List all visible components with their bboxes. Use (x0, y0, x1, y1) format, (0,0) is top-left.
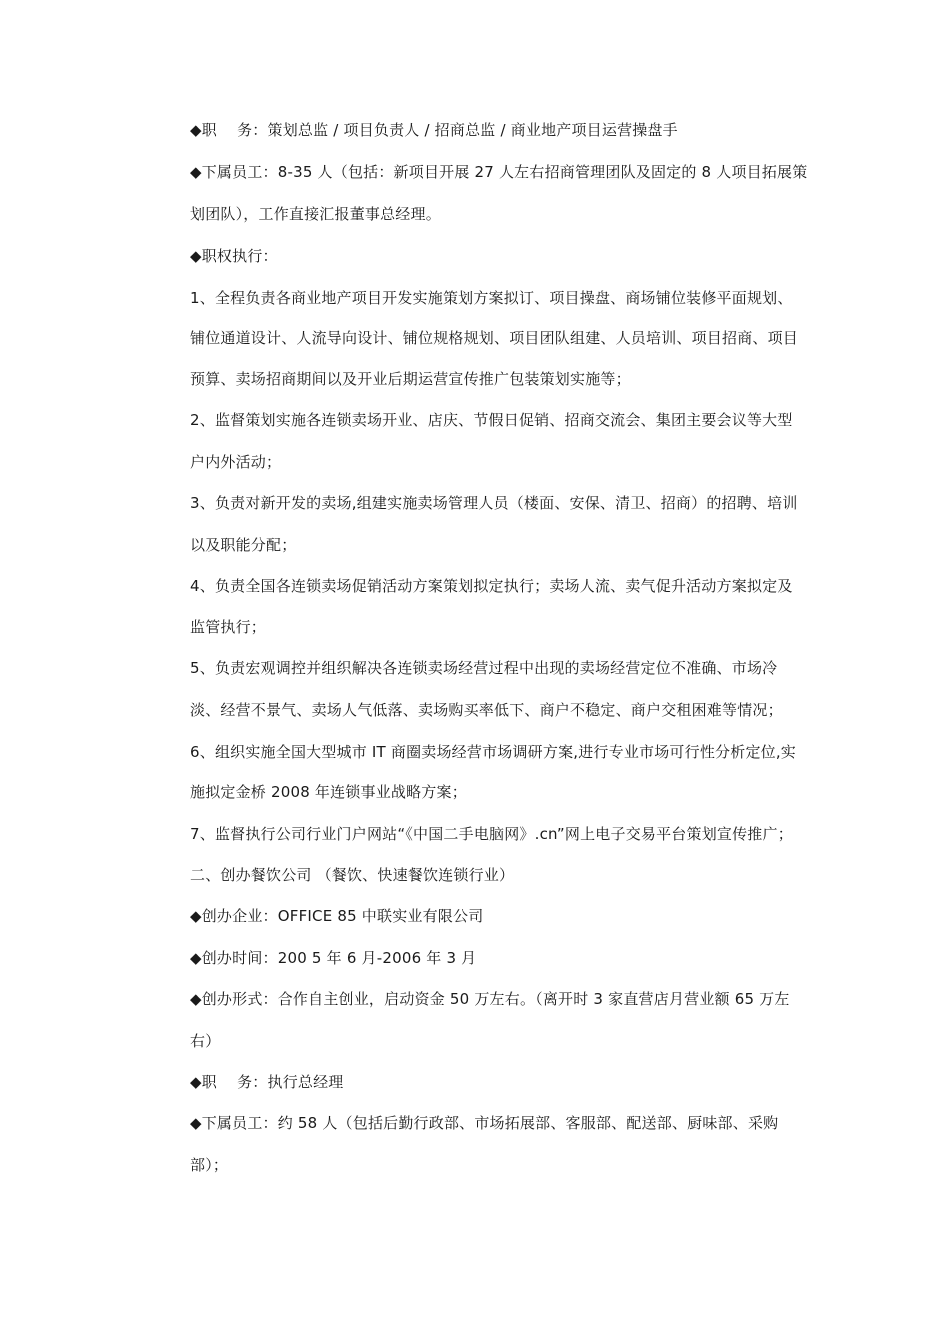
text-line: ◆创办企业：OFFICE 85 中联实业有限公司 (190, 907, 484, 925)
text-line: 预算、卖场招商期间以及开业后期运营宣传推广包装策划实施等； (190, 370, 631, 388)
text-line: 4、负责全国各连锁卖场促销活动方案策划拟定执行；卖场人流、卖气促升活动方案拟定及 (190, 577, 793, 595)
text-line: 淡、经营不景气、卖场人气低落、卖场购买率低下、商户不稳定、商户交租困难等情况； (190, 701, 783, 719)
text-line: 7、监督执行公司行业门户网站“《中国二手电脑网》.cn”网上电子交易平台策划宣传推广； (190, 825, 793, 843)
text-line: 二、创办餐饮公司 （餐饮、快速餐饮连锁行业） (190, 866, 515, 884)
text-line: 6、组织实施全国大型城市 IT 商圈卖场经营市场调研方案,进行专业市场可行性分析定位,实 (190, 743, 797, 761)
text-line: ◆职权执行： (190, 247, 278, 265)
text-line: ◆职 务：执行总经理 (190, 1073, 344, 1091)
text-line: 1、全程负责各商业地产项目开发实施策划方案拟订、项目操盘、商场铺位装修平面规划、 (190, 289, 793, 307)
text-line: 5、负责宏观调控并组织解决各连锁卖场经营过程中出现的卖场经营定位不准确、市场冷 (190, 659, 778, 677)
text-line: 3、负责对新开发的卖场,组建实施卖场管理人员（楼面、安保、清卫、招商）的招聘、培训 (190, 494, 798, 512)
text-line: ◆创办时间：200 5 年 6 月-2006 年 3 月 (190, 949, 477, 967)
text-line: ◆创办形式：合作自主创业，启动资金 50 万左右。（离开时 3 家直营店月营业额 65 万左 (190, 990, 790, 1008)
text-line: 以及职能分配； (190, 536, 297, 554)
text-line: 铺位通道设计、人流导向设计、铺位规格规划、项目团队组建、人员培训、项目招商、项目 (190, 329, 799, 347)
text-line: 2、监督策划实施各连锁卖场开业、店庆、节假日促销、招商交流会、集团主要会议等大型 (190, 411, 793, 429)
text-line: ◆下属员工：约 58 人（包括后勤行政部、市场拓展部、客服部、配送部、厨味部、采购 (190, 1114, 779, 1132)
text-line: ◆职 务：策划总监 / 项目负责人 / 招商总监 / 商业地产项目运营操盘手 (190, 121, 678, 139)
text-line: 监管执行； (190, 618, 267, 636)
text-line: 户内外活动； (190, 453, 282, 471)
text-line: 划团队），工作直接汇报董事总经理。 (190, 205, 441, 223)
text-line: ◆下属员工：8-35 人（包括：新项目开展 27 人左右招商管理团队及固定的 8 人项目拓展策 (190, 163, 808, 181)
text-line: 右） (190, 1032, 221, 1050)
text-line: 部）； (190, 1156, 229, 1174)
text-line: 施拟定金桥 2008 年连锁事业战略方案； (190, 783, 467, 801)
